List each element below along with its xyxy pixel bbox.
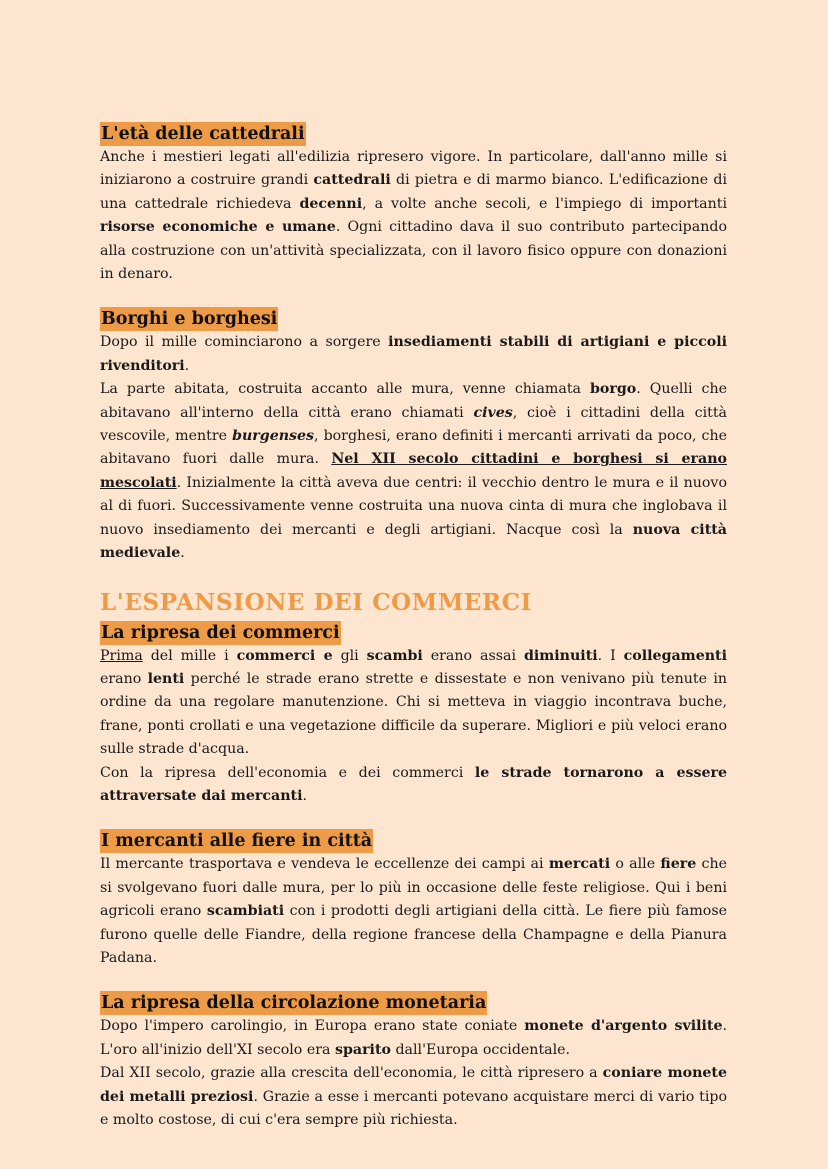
section-circolazione-monetaria [100,991,727,1132]
paragraph: Il mercante trasportava e vendeva le eccellenze dei campi ai mercati o alle fiere che si svolgevano fuori dalle mura, per lo più in occasione delle feste religiose. Qui i beni agricoli erano scambiati con i prodotti degli artigiani della città. Le fiere più famose furono quelle delle Fiandre, della regione francese della Champagne e della Pianura Padana. [100,856,727,966]
section-heading: I mercanti alle fiere in città [101,831,373,852]
section-mercanti-fiere [100,829,727,970]
chapter-title: L'ESPANSIONE DEI COMMERCI [100,588,533,616]
paragraph: La parte abitata, costruita accanto alle mura, venne chiamata borgo. Quelli che abitavano all'interno della città erano chiamati cives, cioè i cittadini della città vescovile, mentre burgenses, borghesi, erano definiti i mercanti arrivati da poco, che abitavano fuori dalle mura. Nel XII secolo cittadini e borghesi si erano mescolati. Inizialmente la città aveva due centri: il vecchio dentro le mura e il nuovo al di fuori. Successivamente venne costruita una nuova cinta di mura che inglobava il nuovo insediamento dei mercanti e degli artigiani. Nacque così la nuova città medievale. [100,381,728,562]
document-page [100,122,727,1153]
section-heading: Borghi e borghesi [101,309,278,330]
paragraph: Dal XII secolo, grazie alla crescita dell'economia, le città ripresero a coniare monete dei metalli preziosi. Grazie a esse i mercanti potevano acquistare merci di vario tipo e molto costose, di cui c'era sempre più richiesta. [100,1065,727,1128]
section-heading: La ripresa della circolazione monetaria [101,993,487,1014]
paragraph: Anche i mestieri legati all'edilizia ripresero vigore. In particolare, dall'anno mille si iniziarono a costruire grandi cattedrali di pietra e di marmo bianco. L'edificazione di una cattedrale richiedeva decenni, a volte anche secoli, e l'impiego di importanti risorse economiche e umane. Ogni cittadino dava il suo contributo partecipando alla costruzione con un'attività specializzata, con il lavoro fisico oppure con donazioni in denaro. [100,149,728,283]
paragraph: Prima del mille i commerci e gli scambi erano assai diminuiti. I collegamenti erano lenti perché le strade erano strette e dissestate e non venivano più tenute in ordine da una regolare manutenzione. Chi si metteva in viaggio incontrava buche, frane, ponti crollati e una vegetazione difficile da superare. Migliori e più veloci erano sulle strade d'acqua. [100,647,728,758]
section-heading: La ripresa dei commerci [101,622,340,643]
paragraph: Con la ripresa dell'economia e dei commerci le strade tornarono a essere attraversate dai mercanti. [100,764,728,804]
section-heading: L'età delle cattedrali [101,124,305,144]
section-borghi [100,307,727,565]
paragraph: Dopo il mille cominciarono a sorgere insediamenti stabili di artigiani e piccoli rivenditori. [100,334,727,374]
section-ripresa-commerci [100,621,727,809]
paragraph: Dopo l'impero carolingio, in Europa erano state coniate monete d'argento svilite. L'oro all'inizio dell'XI secolo era sparito dall'Europa occidentale. [100,1018,727,1058]
section-cattedrali [100,122,727,286]
